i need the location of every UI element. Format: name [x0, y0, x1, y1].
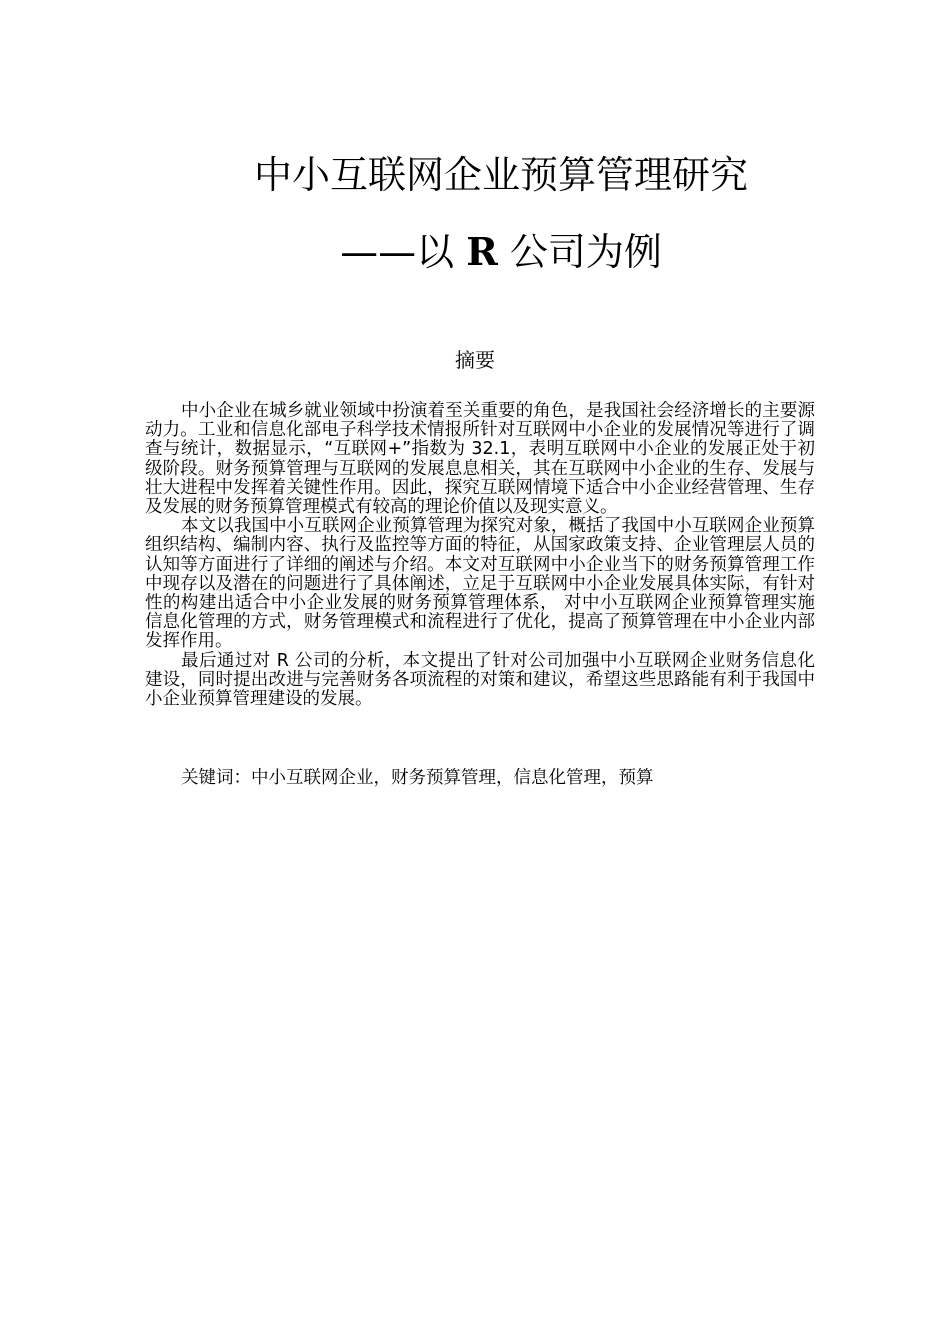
keywords-line: 关键词：中小互联网企业，财务预算管理，信息化管理，预算: [181, 768, 654, 788]
abstract-paragraph-3: 最后通过对 R 公司的分析，本文提出了针对公司加强中小互联网企业财务信息化建设，同时提出改进与完善财务各项流程的对策和建议，希望这些思路能有利于我国中小企业预算管理建设的发展。: [145, 650, 815, 710]
abstract-body: [145, 402, 815, 709]
title-line-2-suffix: 公司为例: [497, 230, 662, 274]
title-line-2: [0, 229, 950, 275]
abstract-paragraph-1: 中小企业在城乡就业领域中扮演着至关重要的角色，是我国社会经济增长的主要源动力。工业和信息化部电子科学技术情报所针对互联网中小企业的发展情况等进行了调查与统计，数据显示，“互联网+”指数为 32.1，表明互联网中小企业的发展正处于初级阶段。财务预算管理与互联网的发展息息相关，其在互联网中小企业的生存、发展与壮大进程中发挥着关键性作用。因此，探究互联网情境下适合中小企业经营管理、生存及发展的财务预算管理模式有较高的理论价值以及现实意义。: [145, 401, 815, 518]
abstract-heading: 摘要: [455, 348, 495, 372]
title-line-2-company-letter: R: [466, 229, 498, 274]
title-line-1: [0, 152, 950, 198]
title-line-1-text: 中小互联网企业预算管理研究: [253, 153, 748, 197]
title-line-2-prefix: ——以: [340, 230, 467, 274]
abstract-paragraph-2: 本文以我国中小互联网企业预算管理为探究对象，概括了我国中小互联网企业预算组织结构、编制内容、执行及监控等方面的特征，从国家政策支持、企业管理层人员的认知等方面进行了详细的阐述与介绍。本文对互联网中小企业当下的财务预算管理工作中现存以及潜在的问题进行了具体阐述，立足于互联网中小企业发展具体实际，有针对性的构建出适合中小企业发展的财务预算管理体系， 对中小互联网企业预算管理实施信息化管理的方式，财务管理模式和流程进行了优化，提高了预算管理在中小企业内部发挥作用。: [145, 516, 815, 652]
